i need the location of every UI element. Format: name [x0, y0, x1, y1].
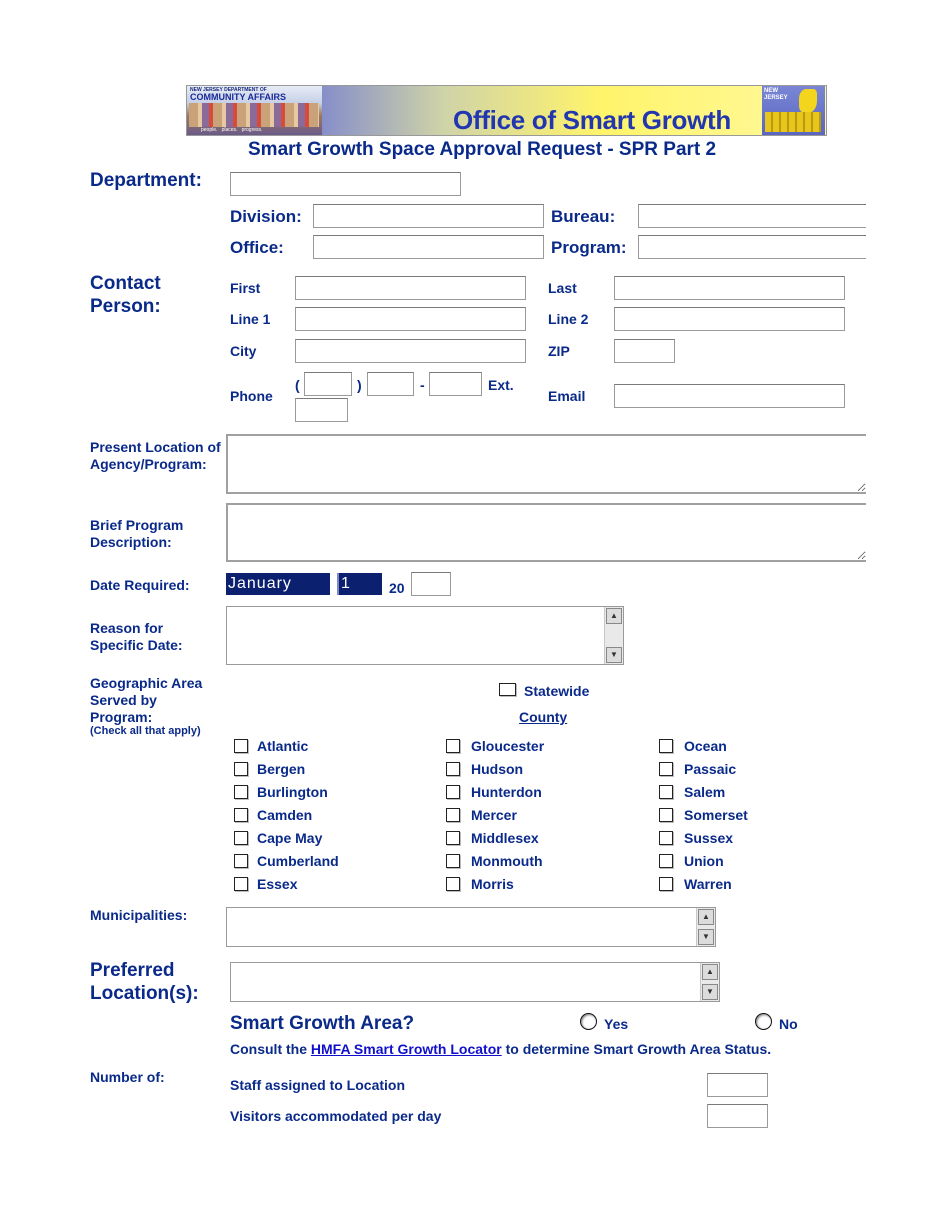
- bureau-field[interactable]: [638, 204, 866, 228]
- reason-textarea[interactable]: [226, 606, 624, 665]
- preferred-scrollbar[interactable]: [700, 963, 719, 1001]
- municipalities-textarea[interactable]: [226, 907, 716, 947]
- geographic-hint: (Check all that apply): [90, 725, 201, 737]
- county-label-salem: Salem: [684, 784, 726, 800]
- phone-label: Phone: [230, 388, 273, 404]
- yes-radio[interactable]: [580, 1013, 597, 1030]
- department-label: Department:: [90, 170, 202, 191]
- county-checkbox-atlantic[interactable]: [234, 739, 248, 753]
- city-field[interactable]: [295, 339, 526, 363]
- scroll-up-icon[interactable]: ▲: [606, 608, 622, 624]
- brief-description-textarea[interactable]: [226, 503, 866, 562]
- phone-line-field[interactable]: [429, 372, 482, 396]
- county-checkbox-cape-may[interactable]: [234, 831, 248, 845]
- bureau-label: Bureau:: [551, 207, 616, 226]
- smart-growth-question: Smart Growth Area?: [230, 1013, 415, 1034]
- visitors-label: Visitors accommodated per day: [230, 1108, 442, 1124]
- banner-title: Office of Smart Growth: [453, 105, 731, 135]
- county-checkbox-camden[interactable]: [234, 808, 248, 822]
- zip-label: ZIP: [548, 343, 570, 359]
- scroll-down-icon[interactable]: ▼: [606, 647, 622, 663]
- county-label-passaic: Passaic: [684, 761, 737, 777]
- first-name-field[interactable]: [295, 276, 526, 300]
- phone-area-code-field[interactable]: [304, 372, 352, 396]
- county-checkbox-cumberland[interactable]: [234, 854, 248, 868]
- municipalities-label: Municipalities:: [90, 907, 188, 923]
- phone-dash: -: [420, 377, 425, 393]
- zip-field[interactable]: [614, 339, 675, 363]
- month-select[interactable]: January: [226, 573, 330, 595]
- staff-label: Staff assigned to Location: [230, 1077, 406, 1093]
- visitors-count-field[interactable]: [707, 1104, 768, 1128]
- brief-description-label: Brief Program Description:: [90, 517, 184, 550]
- nj-label: NEW JERSEY: [764, 88, 788, 101]
- program-label: Program:: [551, 238, 627, 257]
- geographic-area-label: Geographic Area Served by Program:: [90, 675, 203, 725]
- phone-ext-field[interactable]: [295, 398, 348, 422]
- county-label-cape-may: Cape May: [257, 830, 323, 846]
- county-label-warren: Warren: [684, 876, 732, 892]
- county-checkbox-union[interactable]: [659, 854, 673, 868]
- county-checkbox-hudson[interactable]: [446, 762, 460, 776]
- county-checkbox-burlington[interactable]: [234, 785, 248, 799]
- dca-logo: [187, 86, 322, 135]
- division-field[interactable]: [313, 204, 544, 228]
- staff-count-field[interactable]: [707, 1073, 768, 1097]
- county-label-gloucester: Gloucester: [471, 738, 545, 754]
- statewide-label: Statewide: [524, 683, 590, 699]
- yes-label: Yes: [604, 1016, 629, 1032]
- last-name-field[interactable]: [614, 276, 845, 300]
- county-label-hudson: Hudson: [471, 761, 524, 777]
- number-of-label: Number of:: [90, 1069, 165, 1085]
- email-field[interactable]: [614, 384, 845, 408]
- county-checkbox-salem[interactable]: [659, 785, 673, 799]
- city-label: City: [230, 343, 257, 359]
- scroll-up-icon[interactable]: ▲: [698, 909, 714, 925]
- county-label-atlantic: Atlantic: [257, 738, 309, 754]
- county-heading: County: [519, 709, 568, 725]
- scroll-up-icon[interactable]: ▲: [702, 964, 718, 980]
- no-label: No: [779, 1016, 798, 1032]
- county-label-mercer: Mercer: [471, 807, 517, 823]
- no-radio[interactable]: [755, 1013, 772, 1030]
- county-label-cumberland: Cumberland: [257, 853, 339, 869]
- address-line1-field[interactable]: [295, 307, 526, 331]
- county-checkbox-monmouth[interactable]: [446, 854, 460, 868]
- county-label-somerset: Somerset: [684, 807, 748, 823]
- reason-scrollbar[interactable]: [604, 607, 623, 664]
- scroll-down-icon[interactable]: ▼: [702, 984, 718, 1000]
- county-label-union: Union: [684, 853, 724, 869]
- phone-ext-label: Ext.: [488, 377, 514, 393]
- consult-suffix: to determine Smart Growth Area Status.: [501, 1041, 772, 1057]
- county-label-middlesex: Middlesex: [471, 830, 539, 846]
- present-location-textarea[interactable]: [226, 434, 866, 494]
- date-required-label: Date Required:: [90, 577, 190, 593]
- dca-logo-line1: NEW JERSEY DEPARTMENT OF: [190, 87, 267, 93]
- county-checkbox-middlesex[interactable]: [446, 831, 460, 845]
- county-checkbox-somerset[interactable]: [659, 808, 673, 822]
- county-checkbox-warren[interactable]: [659, 877, 673, 891]
- phone-paren-open: (: [295, 377, 300, 393]
- scroll-down-icon[interactable]: ▼: [698, 929, 714, 945]
- county-label-hunterdon: Hunterdon: [471, 784, 542, 800]
- county-checkbox-passaic[interactable]: [659, 762, 673, 776]
- nj-smart-growth-logo: [762, 86, 825, 135]
- county-checkbox-essex[interactable]: [234, 877, 248, 891]
- county-checkbox-bergen[interactable]: [234, 762, 248, 776]
- division-label: Division:: [230, 207, 302, 226]
- year-century-label: 20: [389, 580, 405, 596]
- county-label-sussex: Sussex: [684, 830, 734, 846]
- address-line1-label: Line 1: [230, 311, 271, 327]
- preferred-locations-label: Preferred Location(s):: [90, 960, 199, 1004]
- county-checkbox-hunterdon[interactable]: [446, 785, 460, 799]
- first-name-label: First: [230, 280, 261, 296]
- county-label-bergen: Bergen: [257, 761, 306, 777]
- county-checkbox-gloucester[interactable]: [446, 739, 460, 753]
- county-label-camden: Camden: [257, 807, 313, 823]
- email-label: Email: [548, 388, 586, 404]
- county-checkbox-morris[interactable]: [446, 877, 460, 891]
- county-checkbox-mercer[interactable]: [446, 808, 460, 822]
- dca-tagline: people. places. progress.: [201, 127, 263, 133]
- header-banner: [186, 85, 827, 136]
- phone-prefix-field[interactable]: [367, 372, 414, 396]
- statewide-checkbox[interactable]: [499, 683, 516, 696]
- last-name-label: Last: [548, 280, 577, 296]
- county-label-monmouth: Monmouth: [471, 853, 543, 869]
- nj-state-icon: [799, 89, 817, 113]
- dca-logo-line2: COMMUNITY AFFAIRS: [190, 92, 286, 102]
- smart-growth-icon: [765, 112, 821, 132]
- contact-person-label: Contact Person:: [90, 273, 161, 317]
- program-field[interactable]: [638, 235, 866, 259]
- day-select[interactable]: 1: [337, 573, 382, 595]
- consult-prefix: Consult the: [230, 1041, 311, 1057]
- consult-note: [230, 1041, 771, 1057]
- office-field[interactable]: [313, 235, 544, 259]
- address-line2-field[interactable]: [614, 307, 845, 331]
- county-checkbox-ocean[interactable]: [659, 739, 673, 753]
- county-label-burlington: Burlington: [257, 784, 328, 800]
- municipalities-scrollbar[interactable]: [696, 908, 715, 946]
- hmfa-locator-link[interactable]: HMFA Smart Growth Locator: [310, 1041, 502, 1057]
- county-checkbox-sussex[interactable]: [659, 831, 673, 845]
- dca-people-photo: [189, 103, 319, 127]
- county-label-essex: Essex: [257, 876, 298, 892]
- county-label-ocean: Ocean: [684, 738, 727, 754]
- form-title: Smart Growth Space Approval Request - SPR Part 2: [248, 139, 717, 160]
- year-field[interactable]: [411, 572, 451, 596]
- phone-paren-close: ): [357, 377, 362, 393]
- preferred-locations-textarea[interactable]: [230, 962, 720, 1002]
- reason-label: Reason for Specific Date:: [90, 620, 183, 653]
- county-label-morris: Morris: [471, 876, 514, 892]
- office-label: Office:: [230, 238, 284, 257]
- address-line2-label: Line 2: [548, 311, 589, 327]
- department-field[interactable]: [230, 172, 461, 196]
- present-location-label: Present Location of Agency/Program:: [90, 439, 221, 472]
